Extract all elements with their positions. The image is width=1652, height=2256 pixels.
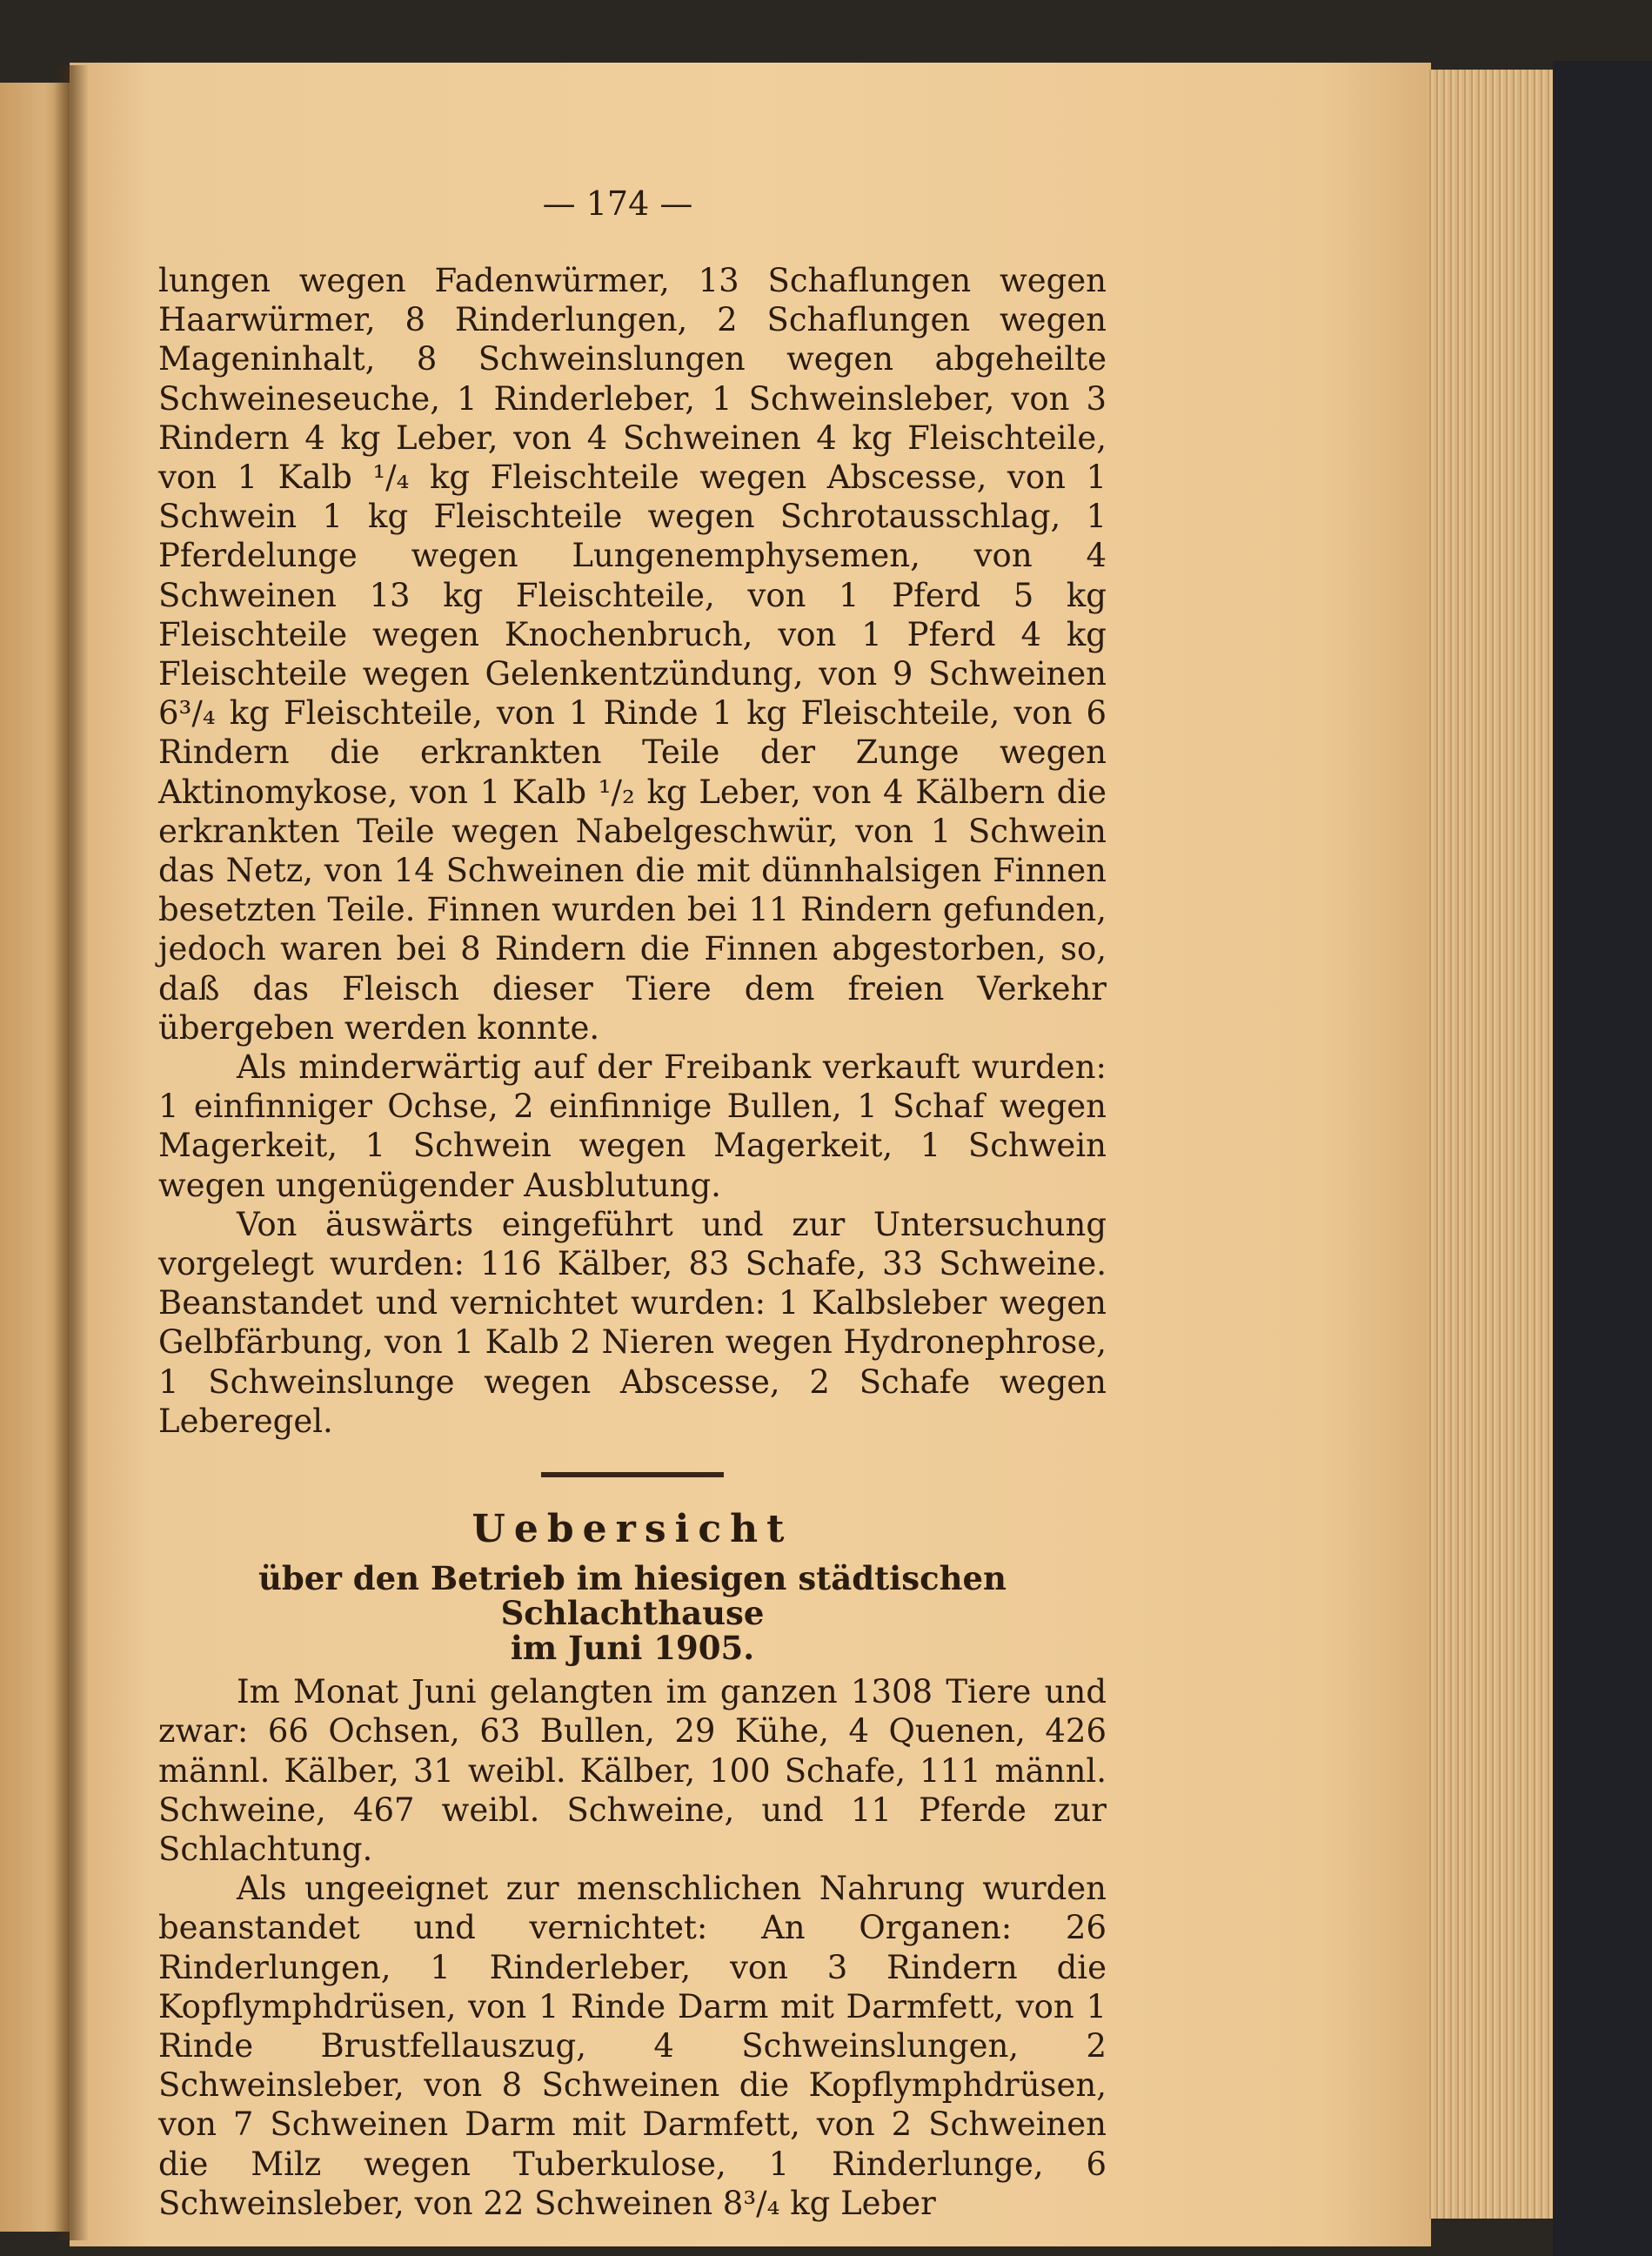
paragraph-2: Als minderwärtig auf der Freibank verkauft wurden: 1 einfinniger Ochse, 2 einfinnige Bullen, 1 Schaf wegen Magerkeit, 1 Schwein wegen Magerkeit, 1 Schwein wegen ungenügender Ausblutung.: [158, 1048, 1107, 1204]
paragraph-1: lungen wegen Fadenwürmer, 13 Schaflungen wegen Haarwürmer, 8 Rinderlungen, 2 Schaflungen wegen Mageninhalt, 8 Schweinslungen wegen abgeheilte Schweineseuche, 1 Rinderleber, 1 Schweinsleber, von 3 Rindern 4 kg Leber, von 4 Schweinen 4 kg Fleischteile, von 1 Kalb ¹/₄ kg Fleischteile wegen Abscesse, von 1 Schwein 1 kg Fleischteile wegen Schrotausschlag, 1 Pferdelunge wegen Lungenemphysemen, von 4 Schweinen 13 kg Fleischteile, von 1 Pferd 5 kg Fleischteile wegen Knochenbruch, von 1 Pferd 4 kg Fleischteile wegen Gelenkentzündung, von 9 Schweinen 6³/₄ kg Fleischteile, von 1 Rinde 1 kg Fleischteile, von 6 Rindern die erkrankten Teile der Zunge wegen Aktinomykose, von 1 Kalb ¹/₂ kg Leber, von 4 Kälbern die erkrankten Teile wegen Nabelgeschwür, von 1 Schwein das Netz, von 14 Schweinen die mit dünnhalsigen Finnen besetzten Teile. Finnen wurden bei 11 Rindern gefunden, jedoch waren bei 8 Rindern die Finnen abgestorben, so, daß das Fleisch dieser Tiere dem freien Verkehr übergeben werden konnte.: [158, 262, 1107, 1047]
section-divider: [541, 1472, 724, 1477]
section-heading: Uebersicht: [472, 1507, 793, 1552]
book-gutter: [54, 65, 89, 2240]
page-text: [158, 261, 1107, 2223]
book-cover: [1553, 61, 1652, 2256]
section-subheading: über den Betrieb im hiesigen städtischen Schlachthause: [258, 1559, 1007, 1633]
page-number: — 174 —: [542, 184, 693, 223]
paragraph-5: Als ungeeignet zur menschlichen Nahrung wurden beanstandet und vernichtet: An Organen: 26 Rinderlungen, 1 Rinderleber, von 3 Rindern die Kopflymphdrüsen, von 1 Rinde Darm mit Darmfett, von 1 Rinde Brustfellauszug, 4 Schweinslungen, 2 Schweinsleber, von 8 Schweinen die Kopflymphdrüsen, von 7 Schweinen Darm mit Darmfett, von 2 Schweinen die Milz wegen Tuberkulose, 1 Rinderlunge, 6 Schweinsleber, von 22 Schweinen 8³/₄ kg Leber: [158, 1870, 1107, 2222]
section-subheading-date: im Juni 1905.: [510, 1629, 755, 1668]
page-edges: [1427, 70, 1557, 2219]
paragraph-3: Von äuswärts eingeführt und zur Untersuchung vorgelegt wurden: 116 Kälber, 83 Schafe, 33 Schweine. Beanstandet und vernichtet wurden: 1 Kalbsleber wegen Gelbfärbung, von 1 Kalb 2 Nieren wegen Hydronephrose, 1 Schweinslunge wegen Abscesse, 2 Schafe wegen Leberegel.: [158, 1205, 1107, 1440]
paragraph-4: Im Monat Juni gelangten im ganzen 1308 Tiere und zwar: 66 Ochsen, 63 Bullen, 29 Kühe, 4 Quenen, 426 männl. Kälber, 31 weibl. Kälber, 100 Schafe, 111 männl. Schweine, 467 weibl. Schweine, und 11 Pferde zur Schlachtung.: [158, 1673, 1107, 1868]
